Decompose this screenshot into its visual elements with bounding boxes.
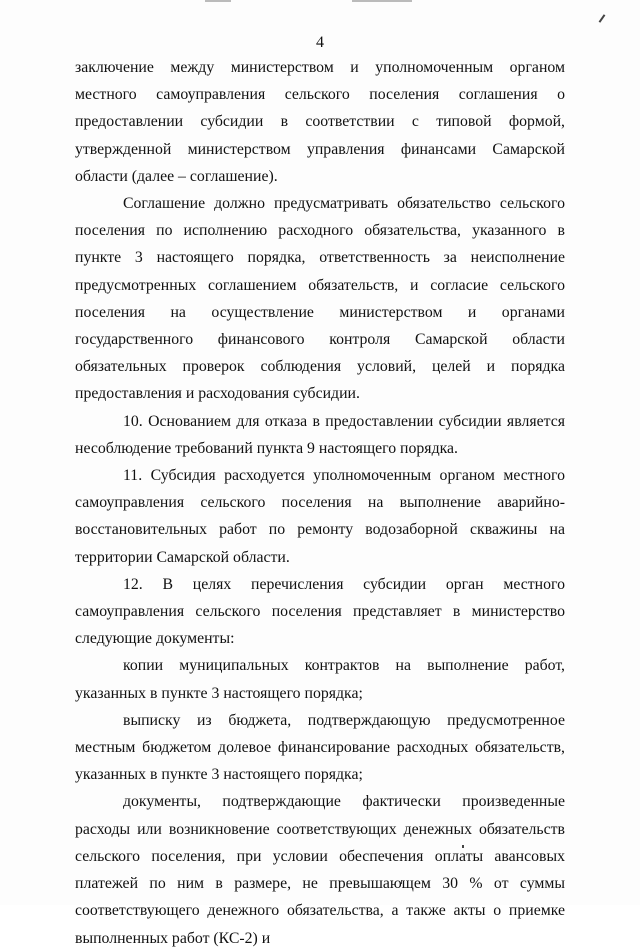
document-body: [75, 54, 565, 952]
scan-artifact: [352, 0, 412, 2]
scan-artifact: [205, 0, 231, 2]
page-number: 4: [316, 34, 324, 51]
paragraph-item-10: 10. Основанием для отказа в предоставлении субсидии является несоблюдение требований пункта 9 настоящего порядка.: [75, 412, 565, 457]
paragraph-item-11: 11. Субсидия расходуется уполномоченным органом местного самоуправления сельского поселения на выполнение аварийно-восстановительных работ по ремонту водозаборной скважины на территории Самарской области.: [75, 467, 565, 566]
list-item-expense-documents: документы, подтверждающие фактически произведенные расходы или возникновение соответствующих денежных обязательств сельского поселения, при условии обеспечения оплаты авансовых платежей по ним в размере, не превышающем 30 % от суммы соответствующего денежного обязательства, а также акты о приемке выполненных работ (КС-2) и: [75, 793, 565, 947]
paragraph-continuation: заключение между министерством и уполномоченным органом местного самоуправления сельского поселения соглашения о предоставлении субсидии в соответствии с типовой формой, утвержденной министерством управления финансами Самарской области (далее – соглашение).: [75, 59, 565, 185]
list-item-budget-extract: выписку из бюджета, подтверждающую предусмотренное местным бюджетом долевое финансирование расходных обязательств, указанных в пункте 3 настоящего порядка;: [75, 711, 565, 784]
scan-artifact: [599, 14, 606, 23]
paragraph-agreement: Соглашение должно предусматривать обязательство сельского поселения по исполнению расходного обязательства, указанного в пункте 3 настоящего порядка, ответственность за неисполнение предусмотренных соглашением обязательств, и согласие сельского поселения на осуществление министерством и органами государственного финансового контроля Самарской области обязательных проверок соблюдения условий, целей и порядка предоставления и расходования субсидии.: [75, 195, 565, 403]
list-item-contracts: копии муниципальных контрактов на выполнение работ, указанных в пункте 3 настоящего порядка;: [75, 657, 565, 702]
paragraph-item-12: 12. В целях перечисления субсидии орган местного самоуправления сельского поселения представляет в министерство следующие документы:: [75, 575, 565, 648]
